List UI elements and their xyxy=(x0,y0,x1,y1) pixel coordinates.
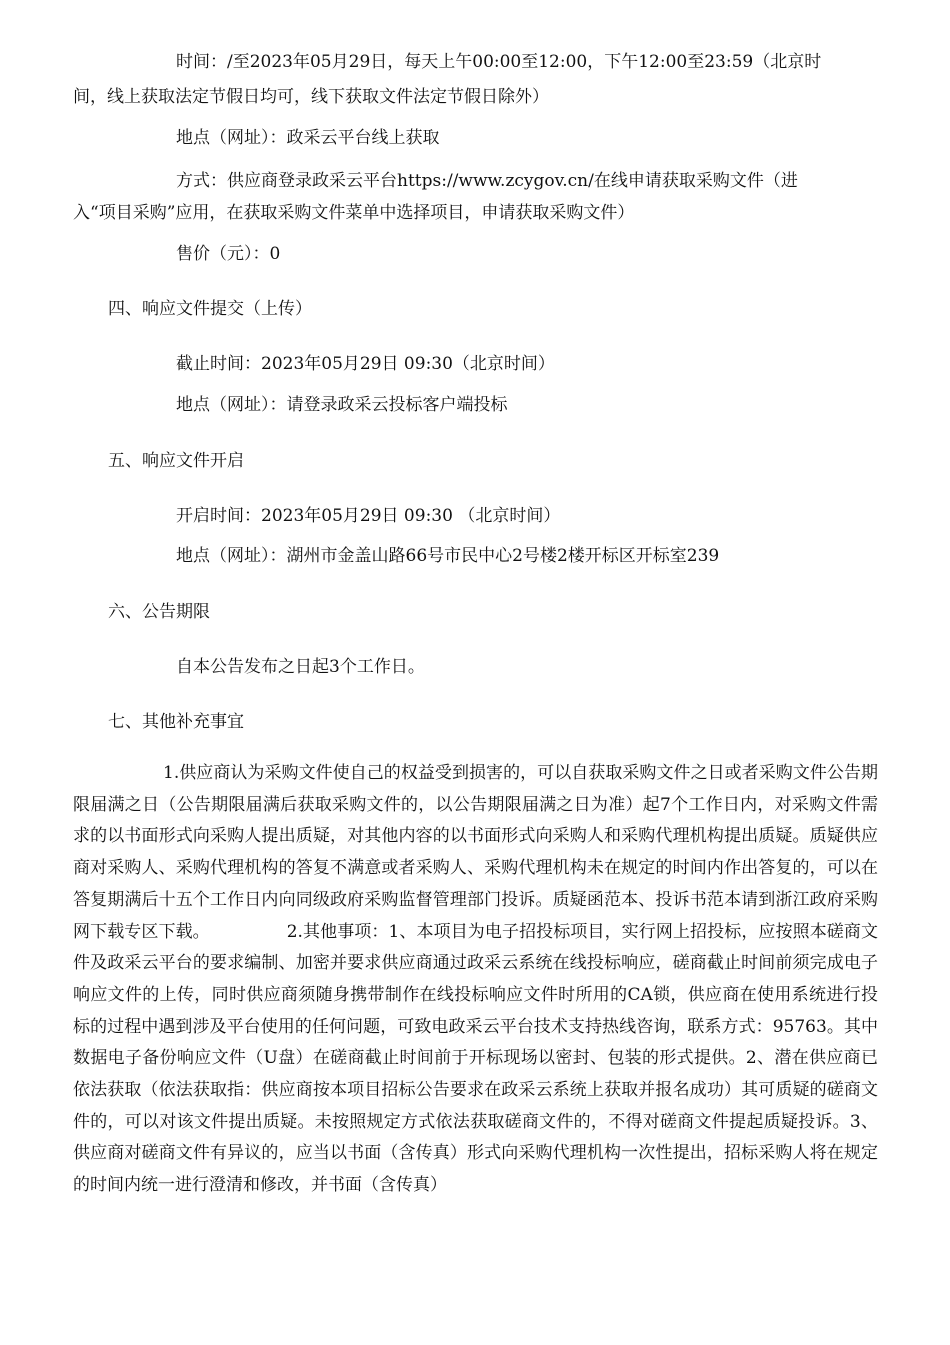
section-7-heading: 七、其他补充事宜 xyxy=(108,712,244,732)
supplementary-text: 1.供应商认为采购文件使自己的权益受到损害的，可以自获取采购文件之日或者采购文件公告期限届满之日（公告期限届满后获取采购文件的，以公告期限届满之日为准）起7个工作日内，对采购文件需求的以书面形式向采购人提出质疑，对其他内容的以书面形式向采购人和采购代理机构提出质疑。质疑供应商对采购人、采购代理机构的答复不满意或者采购人、采购代理机构未在规定的时间内作出答复的，可以在答复期满后十五个工作日内向同级政府采购监督管理部门投诉。质疑函范本、投诉书范本请到浙江政府采购网下载专区下载。 2.其他事项：1、本项目为电子招投标项目，实行网上招投标，应按照本磋商文件及政采云平台的要求编制、加密并要求供应商通过政采云系统在线投标响应，磋商截止时间前须完成电子响应文件的上传，同时供应商须随身携带制作在线投标响应文件时所用的CA锁，供应商在使用系统进行投标的过程中遇到涉及平台使用的任何问题，可致电政采云平台技术支持热线咨询，联系方式：95763。其中数据电子备份响应文件（U盘）在磋商截止时间前于开标现场以密封、包装的形式提供。2、潜在供应商已依法获取（依法获取指：供应商按本项目招标公告要求在政采云系统上获取并报名成功）其可质疑的磋商文件的，可以对该文件提出质疑。未按照规定方式依法获取磋商文件的，不得对磋商文件提起质疑投诉。3、供应商对磋商文件有异议的，应当以书面（含传真）形式向采购代理机构一次性提出，招标采购人将在规定的时间内统一进行澄清和修改，并书面（含传真） xyxy=(73,763,878,1196)
supplementary-paragraph xyxy=(73,758,878,1202)
opening-time: 开启时间：2023年05月29日 09:30 （北京时间） xyxy=(176,506,561,526)
section-4-heading: 四、响应文件提交（上传） xyxy=(108,299,312,319)
notice-period-text: 自本公告发布之日起3个工作日。 xyxy=(176,657,425,677)
submission-place: 地点（网址）：请登录政采云投标客户端投标 xyxy=(176,395,508,415)
section-6-heading: 六、公告期限 xyxy=(108,602,210,622)
section-5-heading: 五、响应文件开启 xyxy=(108,451,244,471)
price: 售价（元）：0 xyxy=(176,244,281,264)
opening-place: 地点（网址）：湖州市金盖山路66号市民中心2号楼2楼开标区开标室239 xyxy=(176,546,720,566)
submission-deadline: 截止时间：2023年05月29日 09:30（北京时间） xyxy=(176,354,555,374)
method-line-1: 方式：供应商登录政采云平台https://www.zcygov.cn/在线申请获取采购文件（进 xyxy=(176,171,798,191)
method-line-2: 入“项目采购”应用，在获取采购文件菜单中选择项目，申请获取采购文件） xyxy=(73,203,635,223)
place-online: 地点（网址）：政采云平台线上获取 xyxy=(176,128,440,148)
time-line-1: 时间：/至2023年05月29日，每天上午00:00至12:00，下午12:00至23:59（北京时 xyxy=(176,52,822,72)
time-line-2: 间，线上获取法定节假日均可，线下获取文件法定节假日除外） xyxy=(73,87,549,107)
